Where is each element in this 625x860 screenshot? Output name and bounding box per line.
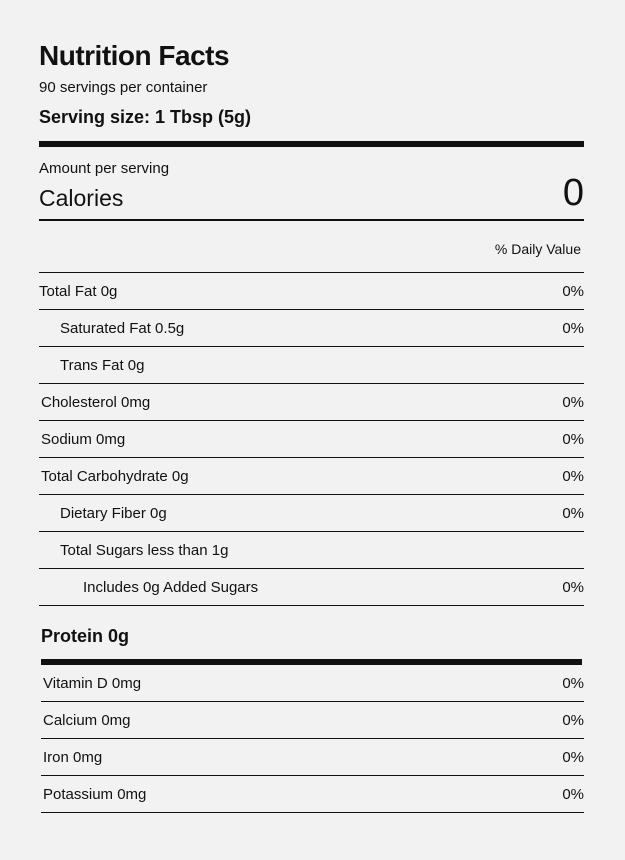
nutrient-dv: 0% [562,393,584,411]
nutrient-name: Total Fat 0g [39,282,118,300]
protein-row: Protein 0g [41,626,130,646]
calories-value: 0 [562,172,584,214]
calories-row [39,172,584,214]
nutrient-dv: 0% [562,282,584,300]
vitamin-row-potassium [41,776,584,813]
nutrient-row-dietary-fiber [39,495,584,532]
vitamin-dv: 0% [562,748,584,766]
vitamin-row-calcium [41,702,584,739]
thick-divider [39,141,584,147]
nutrient-row-sodium [39,421,584,458]
nutrient-name: Dietary Fiber 0g [60,504,167,522]
vitamin-name: Calcium 0mg [43,711,131,729]
nutrient-dv: 0% [562,467,584,485]
servings-per-container: 90 servings per container [39,79,208,96]
nutrient-row-saturated-fat [39,310,584,347]
vitamin-row-iron [41,739,584,776]
vitamin-dv: 0% [562,785,584,803]
nutrient-row-total-sugars [39,532,584,569]
vitamin-name: Potassium 0mg [43,785,147,803]
nutrient-row-total-carbohydrate [39,458,584,495]
vitamin-dv: 0% [562,674,584,692]
nutrient-row-trans-fat [39,347,584,384]
nutrient-row-added-sugars [39,569,584,606]
nutrient-row-total-fat [39,273,584,310]
nutrient-name: Total Carbohydrate 0g [41,467,189,485]
vitamin-name: Vitamin D 0mg [43,674,142,692]
vitamin-name: Iron 0mg [43,748,103,766]
nutrient-name: Cholesterol 0mg [41,393,151,411]
calories-label: Calories [39,185,124,211]
nutrient-name: Total Sugars less than 1g [60,541,229,559]
nutrient-name: Includes 0g Added Sugars [83,578,259,596]
label-title: Nutrition Facts [39,40,230,71]
nutrient-dv: 0% [562,578,584,596]
nutrient-dv: 0% [562,430,584,448]
vitamin-dv: 0% [562,711,584,729]
nutrient-row-cholesterol [39,384,584,421]
nutrient-name: Sodium 0mg [41,430,126,448]
serving-size: Serving size: 1 Tbsp (5g) [39,107,252,127]
vitamin-row-vitamin-d [41,665,584,702]
nutrient-name: Trans Fat 0g [60,356,145,374]
daily-value-header: % Daily Value [39,221,584,273]
nutrition-facts-label [39,40,584,813]
amount-per-serving: Amount per serving [39,160,170,177]
nutrient-name: Saturated Fat 0.5g [60,319,185,337]
nutrient-dv: 0% [562,319,584,337]
nutrient-dv: 0% [562,504,584,522]
